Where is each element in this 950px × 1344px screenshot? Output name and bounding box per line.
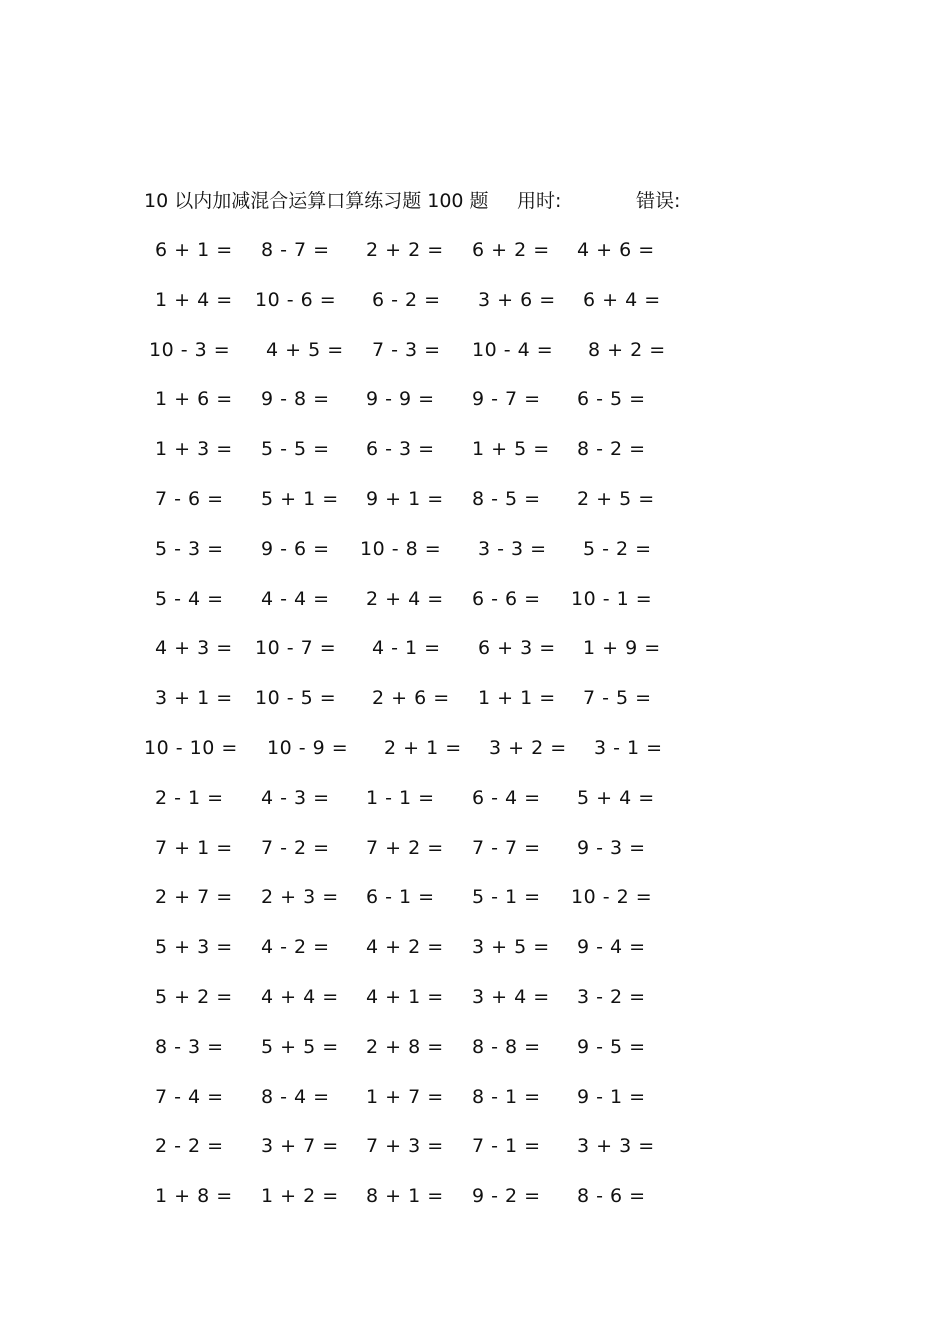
problem-item: 10 - 3 = [149, 338, 231, 361]
problem-item: 6 - 2 = [372, 288, 441, 311]
problem-item: 9 - 3 = [577, 836, 646, 859]
problem-item: 7 + 2 = [366, 836, 444, 859]
problem-item: 5 + 2 = [155, 985, 233, 1008]
problem-item: 2 - 2 = [155, 1135, 224, 1158]
problem-item: 10 - 7 = [255, 637, 337, 660]
problem-row [144, 1126, 704, 1176]
problem-item: 6 - 4 = [472, 786, 541, 809]
problem-item: 1 + 5 = [472, 438, 550, 461]
problem-row [144, 429, 704, 479]
time-label: 用时: [517, 190, 562, 212]
problem-row [144, 230, 704, 280]
problem-item: 1 + 4 = [155, 288, 233, 311]
problem-row [144, 280, 704, 330]
problem-row [144, 828, 704, 878]
problem-item: 4 + 4 = [261, 985, 339, 1008]
problem-item: 9 + 1 = [366, 487, 444, 510]
problem-item: 3 + 4 = [472, 985, 550, 1008]
problem-item: 5 + 4 = [577, 786, 655, 809]
problem-item: 1 + 3 = [155, 438, 233, 461]
problem-item: 6 + 1 = [155, 239, 233, 261]
problem-row [144, 877, 704, 927]
problem-item: 5 - 2 = [583, 537, 652, 560]
problem-item: 7 - 5 = [583, 687, 652, 710]
problem-item: 6 - 5 = [577, 388, 646, 411]
problem-item: 7 - 4 = [155, 1085, 224, 1108]
error-label: 错误: [636, 190, 681, 212]
problem-item: 2 + 8 = [366, 1035, 444, 1058]
problem-item: 8 - 6 = [577, 1185, 646, 1208]
problem-item: 1 + 2 = [261, 1185, 339, 1208]
problem-item: 7 - 2 = [261, 836, 330, 859]
problem-item: 2 + 4 = [366, 587, 444, 610]
problem-item: 1 - 1 = [366, 786, 435, 809]
problem-item: 3 + 1 = [155, 687, 233, 710]
worksheet-title: 10 以内加减混合运算口算练习题 100 题 [144, 190, 489, 212]
problem-item: 8 - 5 = [472, 487, 541, 510]
problem-item: 8 - 7 = [261, 239, 330, 261]
problem-item: 3 + 3 = [577, 1135, 655, 1158]
problem-item: 6 + 3 = [478, 637, 556, 660]
problem-item: 9 - 7 = [472, 388, 541, 411]
problem-item: 10 - 1 = [571, 587, 653, 610]
problem-item: 4 + 6 = [577, 239, 655, 261]
problem-row [144, 529, 704, 579]
problem-item: 1 + 8 = [155, 1185, 233, 1208]
problem-row [144, 927, 704, 977]
problem-item: 7 + 3 = [366, 1135, 444, 1158]
problem-item: 3 - 1 = [594, 736, 663, 759]
problem-row [144, 678, 704, 728]
problem-item: 2 + 7 = [155, 886, 233, 909]
problem-item: 3 + 5 = [472, 936, 550, 959]
problem-grid [144, 230, 704, 1226]
problem-item: 6 + 2 = [472, 239, 550, 261]
problem-row [144, 330, 704, 380]
problem-row [144, 728, 704, 778]
problem-row [144, 778, 704, 828]
problem-item: 8 - 4 = [261, 1085, 330, 1108]
problem-item: 9 - 2 = [472, 1185, 541, 1208]
problem-item: 5 + 1 = [261, 487, 339, 510]
problem-item: 2 - 1 = [155, 786, 224, 809]
problem-item: 4 - 3 = [261, 786, 330, 809]
problem-row [144, 1176, 704, 1226]
problem-item: 5 - 5 = [261, 438, 330, 461]
problem-item: 5 + 5 = [261, 1035, 339, 1058]
problem-item: 10 - 10 = [144, 736, 238, 759]
problem-item: 10 - 9 = [267, 736, 349, 759]
problem-item: 9 - 5 = [577, 1035, 646, 1058]
problem-item: 10 - 2 = [571, 886, 653, 909]
problem-item: 2 + 2 = [366, 239, 444, 261]
problem-item: 10 - 6 = [255, 288, 337, 311]
problem-item: 9 - 9 = [366, 388, 435, 411]
problem-item: 4 + 5 = [266, 338, 344, 361]
problem-item: 8 - 8 = [472, 1035, 541, 1058]
problem-item: 8 - 2 = [577, 438, 646, 461]
problem-item: 2 + 6 = [372, 687, 450, 710]
problem-item: 1 + 7 = [366, 1085, 444, 1108]
problem-item: 4 - 4 = [261, 587, 330, 610]
problem-row [144, 977, 704, 1027]
problem-item: 10 - 4 = [472, 338, 554, 361]
problem-item: 8 - 1 = [472, 1085, 541, 1108]
problem-item: 5 + 3 = [155, 936, 233, 959]
problem-row [144, 579, 704, 629]
problem-item: 10 - 5 = [255, 687, 337, 710]
problem-item: 7 - 1 = [472, 1135, 541, 1158]
problem-item: 8 - 3 = [155, 1035, 224, 1058]
problem-item: 4 - 2 = [261, 936, 330, 959]
problem-item: 3 + 2 = [489, 736, 567, 759]
problem-item: 1 + 9 = [583, 637, 661, 660]
problem-row [144, 479, 704, 529]
problem-item: 9 - 1 = [577, 1085, 646, 1108]
problem-item: 8 + 2 = [588, 338, 666, 361]
problem-item: 3 + 7 = [261, 1135, 339, 1158]
problem-row [144, 1027, 704, 1077]
problem-item: 3 - 3 = [478, 537, 547, 560]
problem-item: 6 + 4 = [583, 288, 661, 311]
problem-item: 8 + 1 = [366, 1185, 444, 1208]
problem-item: 5 - 3 = [155, 537, 224, 560]
problem-item: 4 + 2 = [366, 936, 444, 959]
problem-item: 2 + 1 = [384, 736, 462, 759]
problem-item: 1 + 6 = [155, 388, 233, 411]
problem-item: 9 - 6 = [261, 537, 330, 560]
problem-item: 2 + 5 = [577, 487, 655, 510]
problem-item: 6 - 1 = [366, 886, 435, 909]
problem-item: 7 + 1 = [155, 836, 233, 859]
problem-item: 6 - 3 = [366, 438, 435, 461]
worksheet-header [144, 186, 744, 216]
problem-item: 5 - 4 = [155, 587, 224, 610]
problem-item: 9 - 4 = [577, 936, 646, 959]
problem-item: 2 + 3 = [261, 886, 339, 909]
problem-item: 1 + 1 = [478, 687, 556, 710]
problem-item: 9 - 8 = [261, 388, 330, 411]
problem-item: 3 + 6 = [478, 288, 556, 311]
problem-item: 7 - 7 = [472, 836, 541, 859]
problem-item: 7 - 6 = [155, 487, 224, 510]
problem-item: 7 - 3 = [372, 338, 441, 361]
problem-item: 10 - 8 = [360, 537, 442, 560]
problem-row [144, 1077, 704, 1127]
problem-item: 5 - 1 = [472, 886, 541, 909]
problem-row [144, 379, 704, 429]
problem-item: 3 - 2 = [577, 985, 646, 1008]
problem-item: 4 + 1 = [366, 985, 444, 1008]
problem-row [144, 628, 704, 678]
problem-item: 6 - 6 = [472, 587, 541, 610]
problem-item: 4 + 3 = [155, 637, 233, 660]
problem-item: 4 - 1 = [372, 637, 441, 660]
